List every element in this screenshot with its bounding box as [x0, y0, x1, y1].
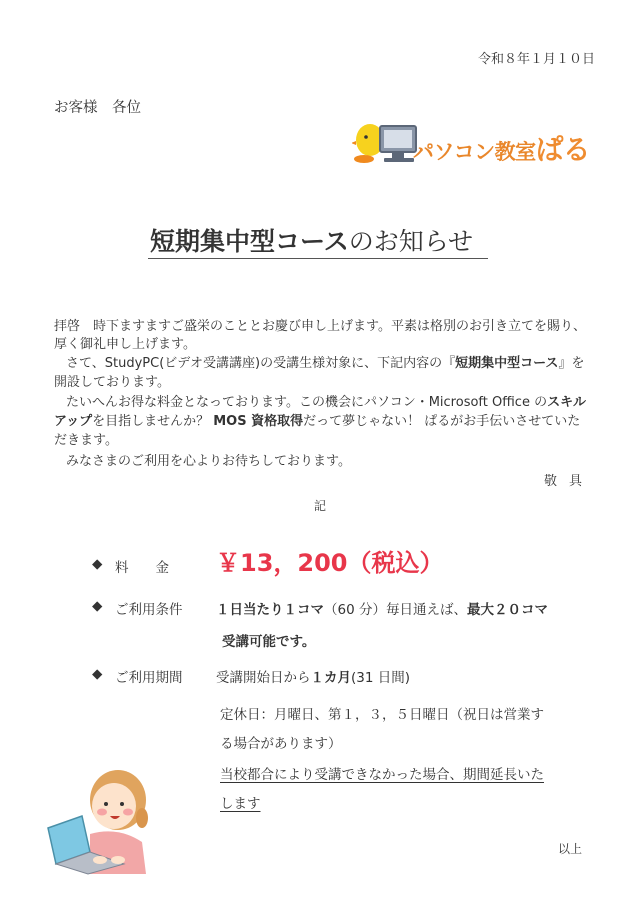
cond-label: ご利用条件: [115, 602, 183, 618]
addressee: お客様 各位: [54, 100, 141, 116]
fee-bullet: ◆: [92, 556, 103, 572]
body-line-6-bold1: アップ: [54, 414, 93, 429]
cond-line-1-a: １日当たり１コマ: [216, 602, 324, 618]
body-line-2: 厚く御礼申し上げます。: [54, 337, 196, 352]
holiday-line-2: る場合があります）: [220, 736, 342, 752]
period-value: [216, 666, 410, 686]
period-value-c: (31 日間): [351, 670, 411, 686]
closing-keigu: 敬具: [544, 474, 595, 489]
period-value-b: １カ月: [310, 670, 351, 686]
cond-line-2: [222, 630, 315, 650]
fee-label: 料 金: [115, 560, 169, 576]
extend-line-2: します: [220, 796, 261, 812]
page-title: [150, 222, 473, 258]
body-line-5: [66, 391, 586, 410]
body-line-7: だきます。: [54, 433, 118, 448]
logo-text-accent: ぱる: [535, 133, 590, 166]
body-line-4: 開設しております。: [54, 375, 170, 390]
body-line-5-a: たいへんお得な料金となっております。この機会にパソコン・Microsoft Office の: [66, 395, 548, 410]
cond-bullet: ◆: [92, 598, 103, 614]
period-label: ご利用期間: [115, 670, 183, 686]
ijo-mark: 以上: [558, 842, 583, 856]
cond-line-1-b: （60 分）毎日通えば、: [324, 602, 467, 618]
cond-line-2-text: 受講可能です。: [222, 634, 316, 650]
body-line-6-a: を目指しませんか？: [92, 414, 214, 429]
logo-text-main: パソコン教室: [413, 140, 536, 164]
body-line-6-b: だって夢じゃない！ ぱるがお手伝いさせていた: [303, 414, 581, 429]
body-line-3-b: 』を: [558, 356, 585, 371]
body-line-5-bold: スキル: [547, 395, 586, 410]
title-suffix: のお知らせ: [348, 227, 474, 256]
extend-line-1: 当校都合により受講できなかった場合、期間延長いた: [220, 767, 544, 783]
body-line-6-bold2: MOS 資格取得: [213, 414, 304, 429]
fee-value: ￥13，200（税込）: [216, 549, 444, 577]
period-value-a: 受講開始日から: [216, 670, 311, 686]
title-main: 短期集中型コース: [150, 227, 349, 256]
body-line-3: [66, 352, 584, 371]
logo-text: [413, 128, 590, 168]
body-line-6: [54, 410, 580, 429]
chick-computer-icon: [352, 112, 422, 172]
body-line-3-bold: 短期集中型コース: [455, 356, 559, 371]
body-line-1: 拝啓 時下ますますご盛栄のこととお慶び申し上げます。平素は格別のお引き立てを賜り、: [54, 319, 586, 334]
body-line-8: みなさまのご利用を心よりお待ちしております。: [66, 454, 351, 469]
period-bullet: ◆: [92, 666, 103, 682]
cond-line-1: [216, 598, 548, 618]
title-underline: [148, 258, 488, 259]
holiday-line-1: 定休日：月曜日、第１，３，５日曜日（祝日は営業す: [220, 707, 544, 723]
body-line-3-a: さて、StudyPC(ビデオ受講講座)の受講生様対象に、下記内容の『: [66, 356, 456, 371]
woman-laptop-illustration: [46, 756, 156, 876]
document-date: 令和８年１月１０日: [478, 52, 596, 67]
ki-mark: 記: [314, 499, 327, 513]
woman-laptop-icon: [46, 756, 156, 876]
cond-line-1-c: 最大２０コマ: [466, 602, 548, 618]
